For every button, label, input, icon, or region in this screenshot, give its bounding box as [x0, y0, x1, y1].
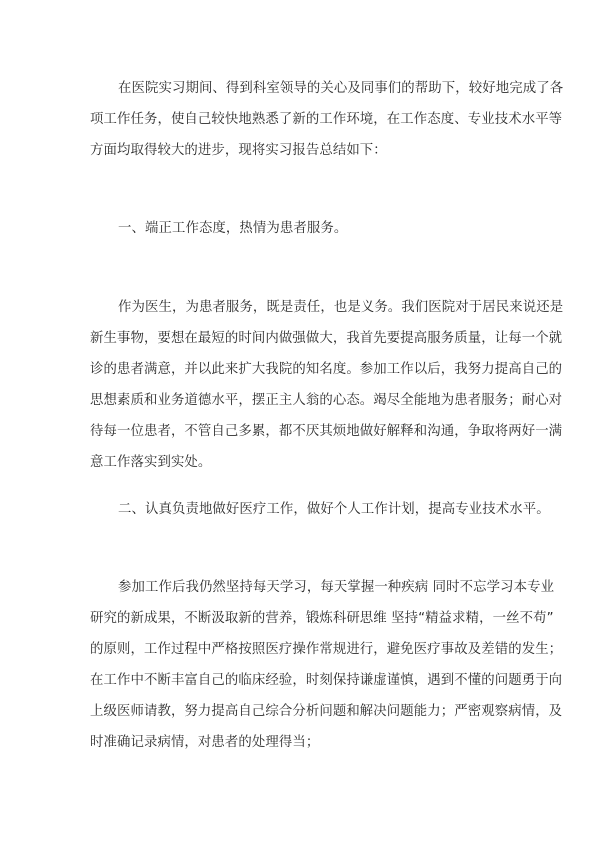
intro-line: 方面均取得较大的进步，现将实习报告总结如下：: [90, 143, 387, 158]
para1-line: 诊的患者满意，并以此来扩大我院的知名度。参加工作以后，我努力提高自己的: [90, 362, 563, 377]
para1-line: 新生事物，要想在最短的时间内做强做大，我首先要提高服务质量，让每一个就: [90, 331, 563, 346]
para2-line: 参加工作后我仍然坚持每天学习，每天掌握一种疾病 同时不忘学习本专业: [118, 580, 555, 595]
para2-line: 在工作中不断丰富自己的临床经验，时刻保持谦虚谨慎，遇到不懂的问题勇于向: [90, 673, 563, 688]
para2-line: 研究的新成果，不断汲取新的营养，锻炼科研思维 坚持“精益求精，一丝不苟”: [90, 611, 554, 626]
intro-line: 在医院实习期间、得到科室领导的关心及同事们的帮助下，较好地完成了各: [118, 81, 564, 96]
para1-line: 待每一位患者，不管自己多累，都不厌其烦地做好解释和沟通，争取将两好一满: [90, 424, 563, 439]
para2-line: 上级医师请教，努力提高自己综合分析问题和解决问题能力；严密观察病情，及: [90, 704, 563, 719]
para2-line: 的原则，工作过程中严格按照医疗操作常规进行，避免医疗事故及差错的发生；: [90, 642, 563, 657]
para1-line: 思想素质和业务道德水平，摆正主人翁的心态。竭尽全能地为患者服务；耐心对: [90, 393, 563, 408]
para2-line: 时准确记录病情，对患者的处理得当；: [90, 735, 320, 750]
para1-line: 作为医生，为患者服务，既是责任，也是义务。我们医院对于居民来说还是: [118, 300, 564, 315]
section-heading-2: 二、认真负责地做好医疗工作，做好个人工作计划，提高专业技术水平。: [118, 502, 550, 517]
section-heading-1: 一、端正工作态度，热情为患者服务。: [118, 221, 348, 236]
para1-line: 意工作落实到实处。: [90, 455, 212, 470]
intro-line: 项工作任务，使自己较快地熟悉了新的工作环境，在工作态度、专业技术水平等: [90, 112, 563, 127]
